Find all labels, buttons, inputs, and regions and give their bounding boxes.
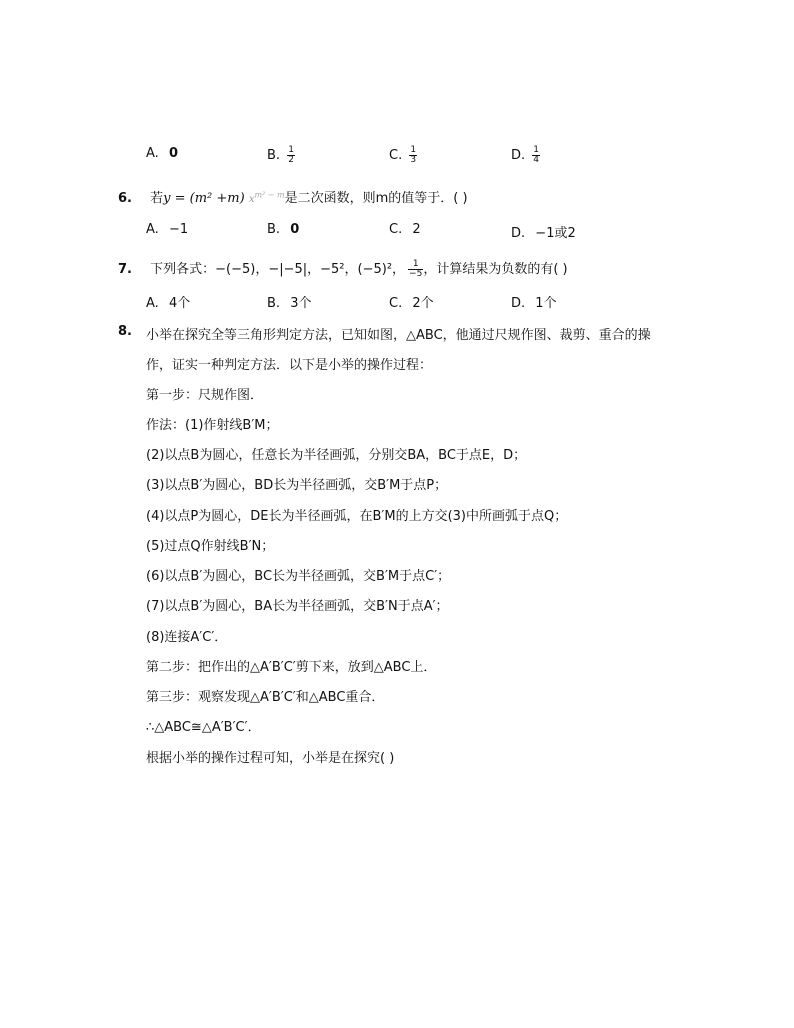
q8-line: (6)以点B′为圆心，BC长为半径画弧，交B′M于点C′； — [146, 569, 451, 584]
q5-option-c: C. $\frac{1}{3}$ — [389, 145, 417, 165]
q8-line: 作，证实一种判定方法．以下是小举的操作过程： — [146, 358, 433, 373]
q8-line: 小举在探究全等三角形判定方法，已知如图，△ABC，他通过尺规作图、裁剪、重合的操 — [146, 328, 651, 343]
question-8-number: 8. — [118, 324, 132, 339]
power-term: $x^{m^2 - m}$ — [248, 190, 285, 205]
q8-line: 第二步：把作出的△A′B′C′剪下来，放到△ABC上． — [146, 660, 437, 675]
q8-line: 第三步：观察发现△A′B′C′和△ABC重合． — [146, 690, 385, 705]
q8-line: (7)以点B′为圆心，BA长为半径画弧，交B′N于点A′； — [146, 599, 449, 614]
q6-option-b: B. 0 — [267, 222, 300, 237]
q6-option-c: C. 2 — [389, 222, 421, 237]
q6-option-a: A. −1 — [146, 222, 189, 237]
q8-line: (8)连接A′C′． — [146, 630, 228, 645]
q8-line: (5)过点Q作射线B′N； — [146, 539, 275, 554]
q7-option-c: C. 2个 — [389, 296, 434, 311]
q8-line: (3)以点B′为圆心，BD长为半径画弧，交B′M于点P； — [146, 478, 448, 493]
q8-line: (2)以点B为圆心，任意长为半径画弧，分别交BA，BC于点E，D； — [146, 448, 527, 463]
fraction: $\frac{1}{3}$ — [410, 145, 417, 165]
q5-option-d: D. $\frac{1}{4}$ — [511, 145, 540, 165]
fraction: $\frac{1}{2}$ — [288, 145, 294, 165]
q6-option-d: D. −1或2 — [511, 226, 576, 241]
q7-option-a: A. 4个 — [146, 296, 191, 311]
q8-line: ∴△ABC≅△A′B′C′． — [146, 720, 261, 735]
question-7: 7. 下列各式：−(−5)，−|−5|，−5²，(−5)²， $\frac{1}{-5}$ ，计算结果为负数的有( ) — [118, 259, 568, 279]
question-6: 6. 若y = (m² +m) $x^{m^2 - m}$是二次函数，则m的值等于．( ) — [118, 190, 468, 206]
q8-line: 第一步：尺规作图． — [146, 388, 264, 403]
q5-option-b: B. $\frac{1}{2}$ — [267, 145, 294, 165]
q7-option-b: B. 3个 — [267, 296, 312, 311]
q8-line: 根据小举的操作过程可知，小举是在探究( ) — [146, 751, 395, 766]
q8-line: (4)以点P为圆心，DE长为半径画弧，在B′M的上方交(3)中所画弧于点Q； — [146, 509, 568, 524]
fraction: $\frac{1}{-5}$ — [409, 259, 423, 279]
q7-option-d: D. 1个 — [511, 296, 557, 311]
q8-line: 作法：(1)作射线B′M； — [146, 418, 279, 433]
q5-option-a: A. 0 — [146, 146, 178, 161]
fraction: $\frac{1}{4}$ — [533, 145, 540, 165]
